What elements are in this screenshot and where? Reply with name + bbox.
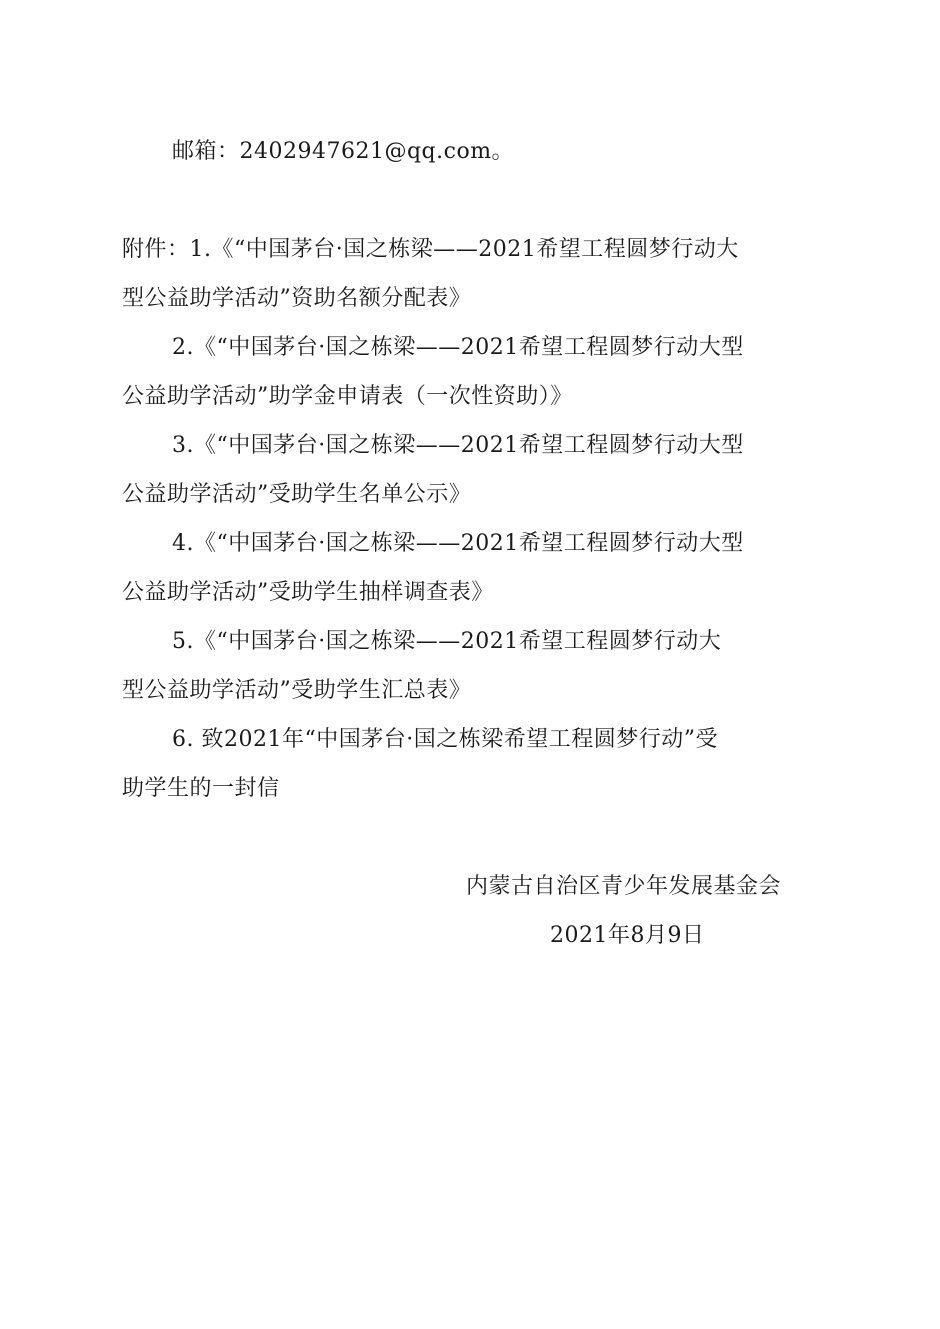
attachment-3-line-2: 公益助学活动”受助学生名单公示》: [122, 482, 472, 507]
attachment-5-line-1: 5.《“中国茅台·国之栋梁——2021希望工程圆梦行动大: [172, 629, 722, 654]
attachment-4-line-1: 4.《“中国茅台·国之栋梁——2021希望工程圆梦行动大型: [172, 531, 744, 556]
attachment-6-line-1: 6. 致2021年“中国茅台·国之栋梁希望工程圆梦行动”受: [172, 727, 718, 752]
attachment-2-line-1: 2.《“中国茅台·国之栋梁——2021希望工程圆梦行动大型: [172, 335, 744, 360]
attachment-5-line-2: 型公益助学活动”受助学生汇总表》: [122, 678, 472, 703]
signature-date: 2021年8月9日: [550, 923, 705, 948]
email-line: 邮箱：2402947621@qq.com。: [172, 139, 515, 164]
attachment-1-line-2: 型公益助学活动”资助名额分配表》: [122, 286, 472, 311]
signature-organization: 内蒙古自治区青少年发展基金会: [466, 874, 782, 899]
attachment-2-line-2: 公益助学活动”助学金申请表（一次性资助）》: [122, 384, 573, 409]
attachment-4-line-2: 公益助学活动”受助学生抽样调查表》: [122, 580, 494, 605]
attachment-3-line-1: 3.《“中国茅台·国之栋梁——2021希望工程圆梦行动大型: [172, 433, 744, 458]
attachment-1-line-1: 附件：1.《“中国茅台·国之栋梁——2021希望工程圆梦行动大: [122, 237, 739, 262]
attachment-6-line-2: 助学生的一封信: [122, 776, 280, 801]
